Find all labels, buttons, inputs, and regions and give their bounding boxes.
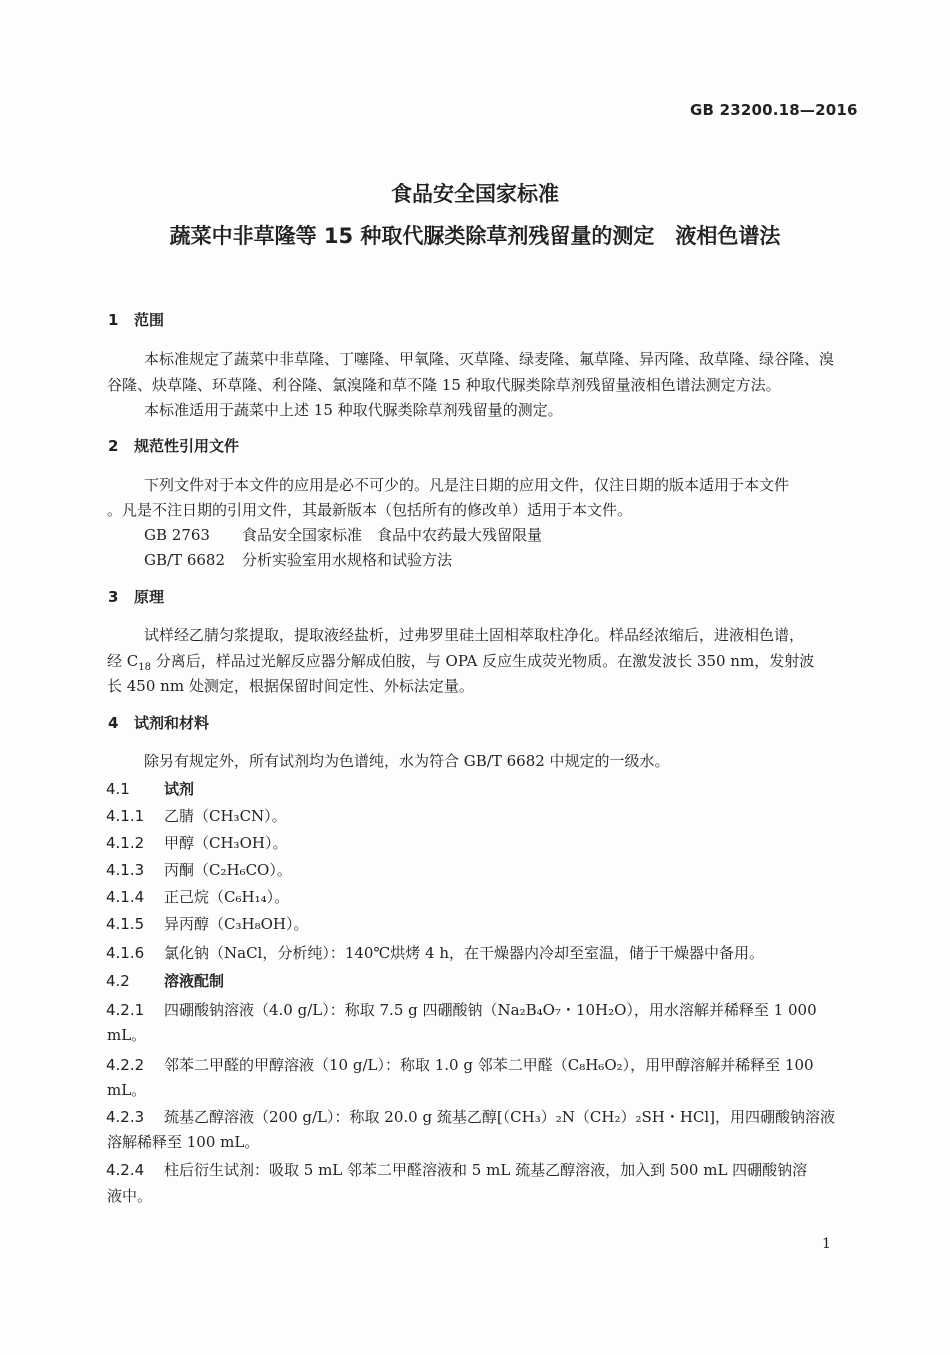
title-line-1: 食品安全国家标准 <box>391 182 559 206</box>
section-number: 3 <box>108 588 119 606</box>
standard-number: GB 23200.18—2016 <box>690 101 858 119</box>
section-number: 4 <box>108 714 119 732</box>
item-4-2-3-line2: 溶解稀释至 100 mL。 <box>107 1133 260 1151</box>
reference-gbt6682 <box>144 549 452 570</box>
item-text: 柱后衍生试剂：吸取 5 mL 邻苯二甲醛溶液和 5 mL 巯基乙醇溶液，加入到 500 mL 四硼酸钠溶 <box>164 1161 808 1179</box>
subsection-title: 溶液配制 <box>164 972 225 990</box>
section-title: 规范性引用文件 <box>134 437 240 455</box>
s2-para1-line1: 下列文件对于本文件的应用是必不可少的。凡是注日期的应用文件，仅注日期的版本适用于本文件 <box>144 476 790 494</box>
item-text: 巯基乙醇溶液（200 g/L）：称取 20.0 g 巯基乙醇[（CH₃）₂N（CH₂）₂SH・HCl]，用四硼酸钠溶液 <box>164 1108 836 1126</box>
item-4-2-1 <box>106 999 817 1020</box>
reference-code: GB/T 6682 <box>144 551 226 569</box>
subsection-number: 4.2 <box>106 972 130 990</box>
item-4-2-3 <box>106 1106 835 1127</box>
reference-title: 分析实验室用水规格和试验方法 <box>242 551 453 569</box>
reference-gb2763 <box>144 524 542 545</box>
s2-para1-line2: 。凡是不注日期的引用文件，其最新版本（包括所有的修改单）适用于本文件。 <box>107 501 633 519</box>
item-number: 4.1.3 <box>106 861 145 879</box>
s1-para1-line1: 本标准规定了蔬菜中非草隆、丁噻隆、甲氧隆、灭草隆、绿麦隆、氟草隆、异丙隆、敌草隆、绿谷隆、溴 <box>144 350 835 368</box>
item-text: 氯化钠（NaCl，分析纯）：140℃烘烤 4 h，在干燥器内冷却至室温，储于干燥器中备用。 <box>164 944 764 962</box>
title-line-2: 蔬菜中非草隆等 15 种取代脲类除草剂残留量的测定 液相色谱法 <box>169 224 781 248</box>
item-4-2-2-line2: mL。 <box>107 1081 147 1099</box>
section-title: 范围 <box>134 311 165 329</box>
subsection-4-2 <box>106 970 224 991</box>
item-text: 甲醇（CH₃OH）。 <box>164 834 288 852</box>
page-number: 1 <box>822 1236 831 1252</box>
item-4-1-5 <box>106 913 308 934</box>
s3-line2-subscript: 18 <box>138 662 151 673</box>
section-number: 2 <box>108 437 119 455</box>
subsection-title: 试剂 <box>164 780 195 798</box>
item-4-2-1-line2: mL。 <box>107 1026 147 1044</box>
item-text: 四硼酸钠溶液（4.0 g/L）：称取 7.5 g 四硼酸钠（Na₂B₄O₇・10H₂O），用水溶解并稀释至 1 000 <box>164 1001 817 1019</box>
item-4-1-4 <box>106 886 289 907</box>
section-3-heading <box>108 586 164 607</box>
subsection-number: 4.1 <box>106 780 130 798</box>
s1-para2: 本标准适用于蔬菜中上述 15 种取代脲类除草剂残留量的测定。 <box>144 401 563 419</box>
item-number: 4.2.3 <box>106 1108 145 1126</box>
item-4-1-3 <box>106 859 292 880</box>
section-4-heading <box>108 712 209 733</box>
item-text: 正己烷（C₆H₁₄）。 <box>164 888 290 906</box>
reference-title: 食品安全国家标准 食品中农药最大残留限量 <box>242 526 543 544</box>
item-number: 4.1.6 <box>106 944 145 962</box>
item-number: 4.1.2 <box>106 834 145 852</box>
section-title: 试剂和材料 <box>134 714 210 732</box>
s1-para1-line2: 谷隆、炔草隆、环草隆、利谷隆、氯溴隆和草不隆 15 种取代脲类除草剂残留量液相色谱法测定方法。 <box>107 376 781 394</box>
item-4-2-4-line2: 液中。 <box>107 1187 153 1205</box>
s3-line2-b: 分离后，样品过光解反应器分解成伯胺，与 OPA 反应生成荧光物质。在激发波长 350 nm，发射波 <box>150 652 815 670</box>
subsection-4-1 <box>106 778 194 799</box>
item-4-1-1 <box>106 805 287 826</box>
s3-line2 <box>107 650 814 673</box>
section-1-heading <box>108 309 164 330</box>
s3-line2-a: 经 C <box>107 652 139 670</box>
item-text: 异丙醇（C₃H₈OH）。 <box>164 915 309 933</box>
item-number: 4.2.4 <box>106 1161 145 1179</box>
item-4-1-2 <box>106 832 287 853</box>
item-number: 4.2.2 <box>106 1056 145 1074</box>
item-4-2-4 <box>106 1159 807 1180</box>
section-number: 1 <box>108 311 119 329</box>
item-number: 4.2.1 <box>106 1001 145 1019</box>
item-text: 丙酮（C₂H₆CO）。 <box>164 861 292 879</box>
s3-line1: 试样经乙腈匀浆提取，提取液经盐析，过弗罗里硅土固相萃取柱净化。样品经浓缩后，进液相色谱， <box>144 626 805 644</box>
item-4-2-2 <box>106 1054 814 1075</box>
s4-para1: 除另有规定外，所有试剂均为色谱纯，水为符合 GB/T 6682 中规定的一级水。 <box>144 752 670 770</box>
section-title: 原理 <box>134 588 165 606</box>
item-4-1-6 <box>106 942 764 963</box>
section-2-heading <box>108 435 239 456</box>
item-number: 4.1.5 <box>106 915 145 933</box>
s3-line3: 长 450 nm 处测定，根据保留时间定性、外标法定量。 <box>107 677 474 695</box>
item-number: 4.1.1 <box>106 807 145 825</box>
item-number: 4.1.4 <box>106 888 145 906</box>
reference-code: GB 2763 <box>144 526 210 544</box>
item-text: 乙腈（CH₃CN）。 <box>164 807 287 825</box>
item-text: 邻苯二甲醛的甲醇溶液（10 g/L）：称取 1.0 g 邻苯二甲醛（C₈H₆O₂），用甲醇溶解并稀释至 100 <box>164 1056 814 1074</box>
